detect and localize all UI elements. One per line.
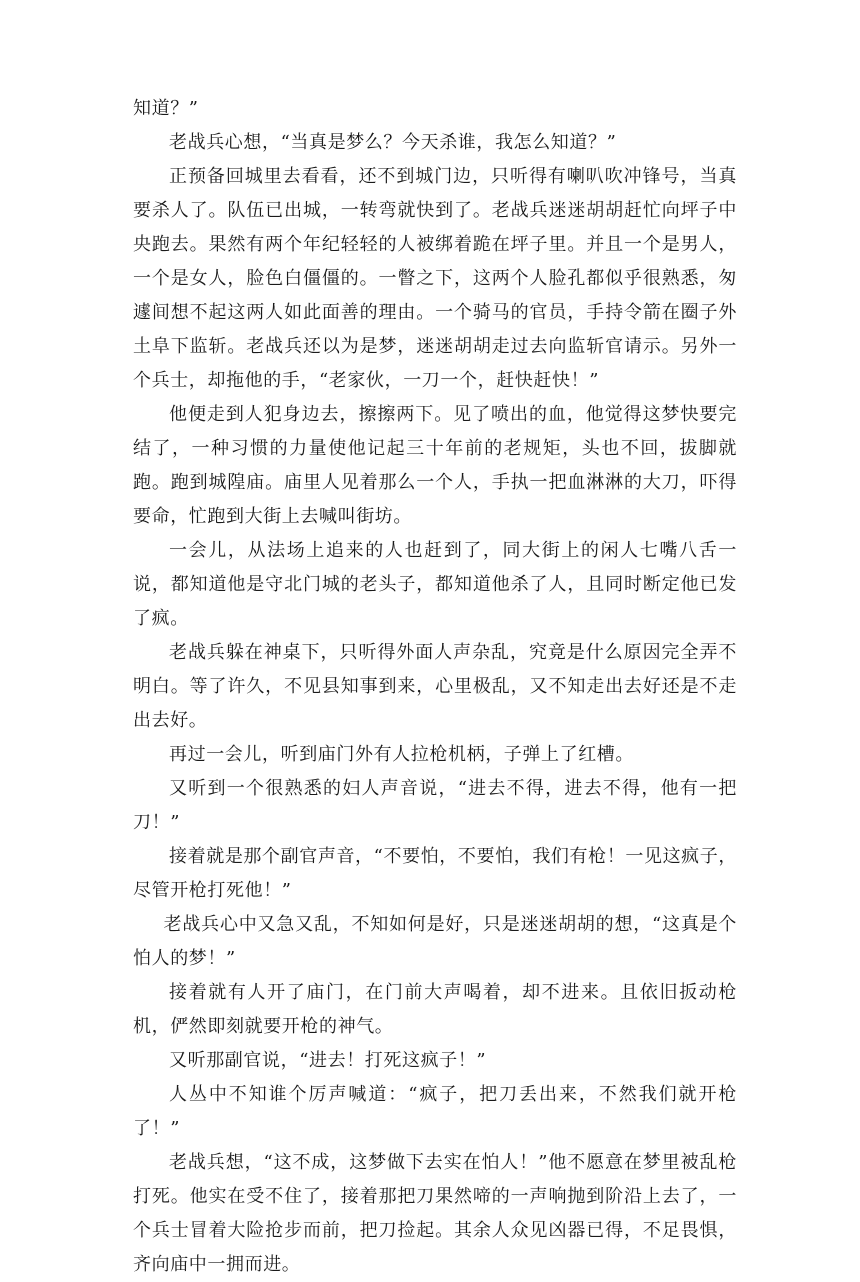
paragraph: 老战兵心想，“当真是梦么？今天杀谁，我怎么知道？” xyxy=(169,132,617,153)
paragraph: 知道？” xyxy=(133,98,199,119)
paragraph: 老战兵躲在神桌下，只听得外面人声杂乱，究竟是什么原因完全弄不明白。等了许久，不见县知事到来，心里极乱，又不知走出去好还是不走出去好。 xyxy=(133,642,737,731)
paragraph: 老战兵想，“这不成，这梦做下去实在怕人！”他不愿意在梦里被乱枪打死。他实在受不住了，接着那把刀果然啼的一声响抛到阶沿上去了，一个兵士冒着大险抢步而前，把刀捡起。其余人众见凶器已得，不足畏惧，齐向庙中一拥而进。 xyxy=(133,1152,737,1275)
paragraph: 正预备回城里去看看，还不到城门边，只听得有喇叭吹冲锋号，当真要杀人了。队伍已出城，一转弯就快到了。老战兵迷迷胡胡赶忙向坪子中央跑去。果然有两个年纪轻轻的人被绑着跪在坪子里。并且一个是男人，一个是女人，脸色白僵僵的。一瞥之下，这两个人脸孔都似乎很熟悉，匆遽间想不起这两人如此面善的理由。一个骑马的官员，手持令箭在圈子外土阜下监斩。老战兵还以为是梦，迷迷胡胡走过去向监斩官请示。另外一个兵士，却拖他的手，“老家伙，一刀一个，赶快赶快！” xyxy=(133,166,737,391)
paragraph: 又听到一个很熟悉的妇人声音说，“进去不得，进去不得，他有一把刀！” xyxy=(133,778,737,833)
paragraph: 接着就有人开了庙门，在门前大声喝着，却不进来。且依旧扳动枪机，俨然即刻就要开枪的神气。 xyxy=(133,982,737,1037)
paragraph: 老战兵心中又急又乱，不知如何是好，只是迷迷胡胡的想，“这真是个怕人的梦！” xyxy=(133,914,737,969)
paragraph: 一会儿，从法场上追来的人也赶到了，同大街上的闲人七嘴八舌一说，都知道他是守北门城的老头子，都知道他杀了人，且同时断定他已发了疯。 xyxy=(133,540,737,629)
paragraph: 他便走到人犯身边去，擦擦两下。见了喷出的血，他觉得这梦快要完结了，一种习惯的力量使他记起三十年前的老规矩，头也不回，拔脚就跑。跑到城隍庙。庙里人见着那么一个人，手执一把血淋淋的大刀，吓得要命，忙跑到大街上去喊叫街坊。 xyxy=(133,404,737,527)
paragraph: 接着就是那个副官声音，“不要怕，不要怕，我们有枪！一见这疯子，尽管开枪打死他！” xyxy=(133,846,737,901)
text-body xyxy=(133,92,737,1282)
paragraph: 人丛中不知谁个厉声喊道：“疯子，把刀丢出来，不然我们就开枪了！” xyxy=(133,1084,737,1139)
paragraph: 再过一会儿，听到庙门外有人拉枪机柄，子弹上了红槽。 xyxy=(169,744,634,765)
paragraph: 又听那副官说，“进去！打死这疯子！” xyxy=(169,1050,487,1071)
